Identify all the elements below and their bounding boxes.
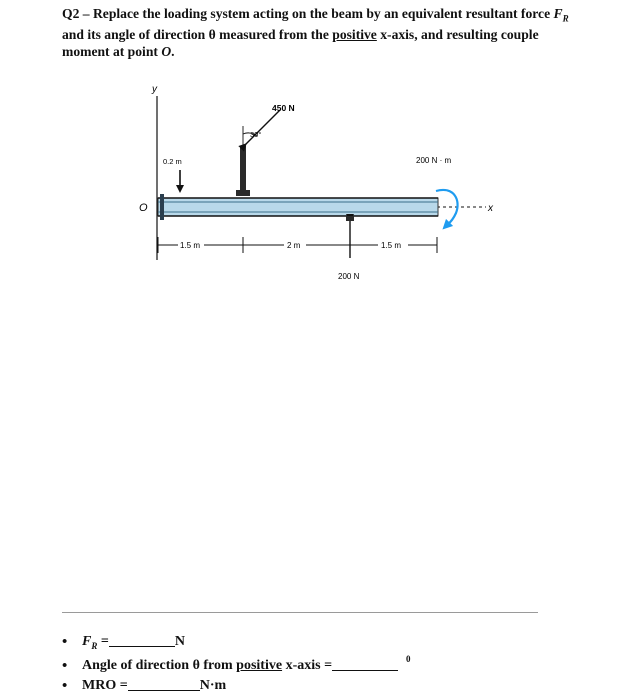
force-450-post [240,146,246,195]
angle-axis-text: x-axis = [282,657,333,673]
question-period: . [171,43,175,59]
offset-label: 0.2 m [163,157,182,166]
mro-text: MRO = [82,677,128,693]
angle-text: Angle of direction θ from [82,657,237,673]
question-text-c: x-axis, and resulting couple moment at point [62,27,539,59]
x-axis-label: x [488,203,493,214]
mro-answer-blank[interactable] [128,676,200,691]
origin-label: O [139,202,148,214]
mro-unit: N·m [199,677,227,693]
answer-list [58,632,411,696]
fr-symbol: $F_R$ [553,6,569,24]
fr-answer-blank[interactable] [109,632,175,647]
force-450-label: 450 N [272,103,295,113]
question-text-b: and its angle of direction θ measured from the [62,27,333,43]
answer-angle [58,653,411,676]
dimension-1-label: 1.5 m [180,241,201,250]
answer-mro [58,676,411,696]
moment-arrow [436,190,458,226]
answer-fr: • $F_R = N$ [58,632,411,656]
angle-label: 30° [250,130,262,139]
question-number: Q2 – [62,6,93,21]
moment-label: 200 N · m [416,156,452,165]
force-450-arrow [244,110,280,146]
answer-fr-eq: = [97,634,109,649]
question-text-a: Replace the loading system acting on the beam by an equivalent resultant force [92,6,554,21]
dimension-2-label: 2 m [287,241,301,250]
fr-unit: N [174,634,185,649]
force-200-label: 200 N [338,272,360,281]
y-axis-label: y [152,84,157,95]
answer-fr-symbol: F [82,634,92,649]
angle-positive-word: positive [236,657,283,673]
positive-word: positive [332,27,377,43]
beam [158,198,438,216]
dimension-3-label: 1.5 m [381,241,402,250]
angle-answer-blank[interactable] [332,656,398,671]
point-label: O [161,43,172,59]
separator-line [62,612,538,613]
support-post [160,194,164,220]
degree-symbol: 0 [406,653,411,664]
